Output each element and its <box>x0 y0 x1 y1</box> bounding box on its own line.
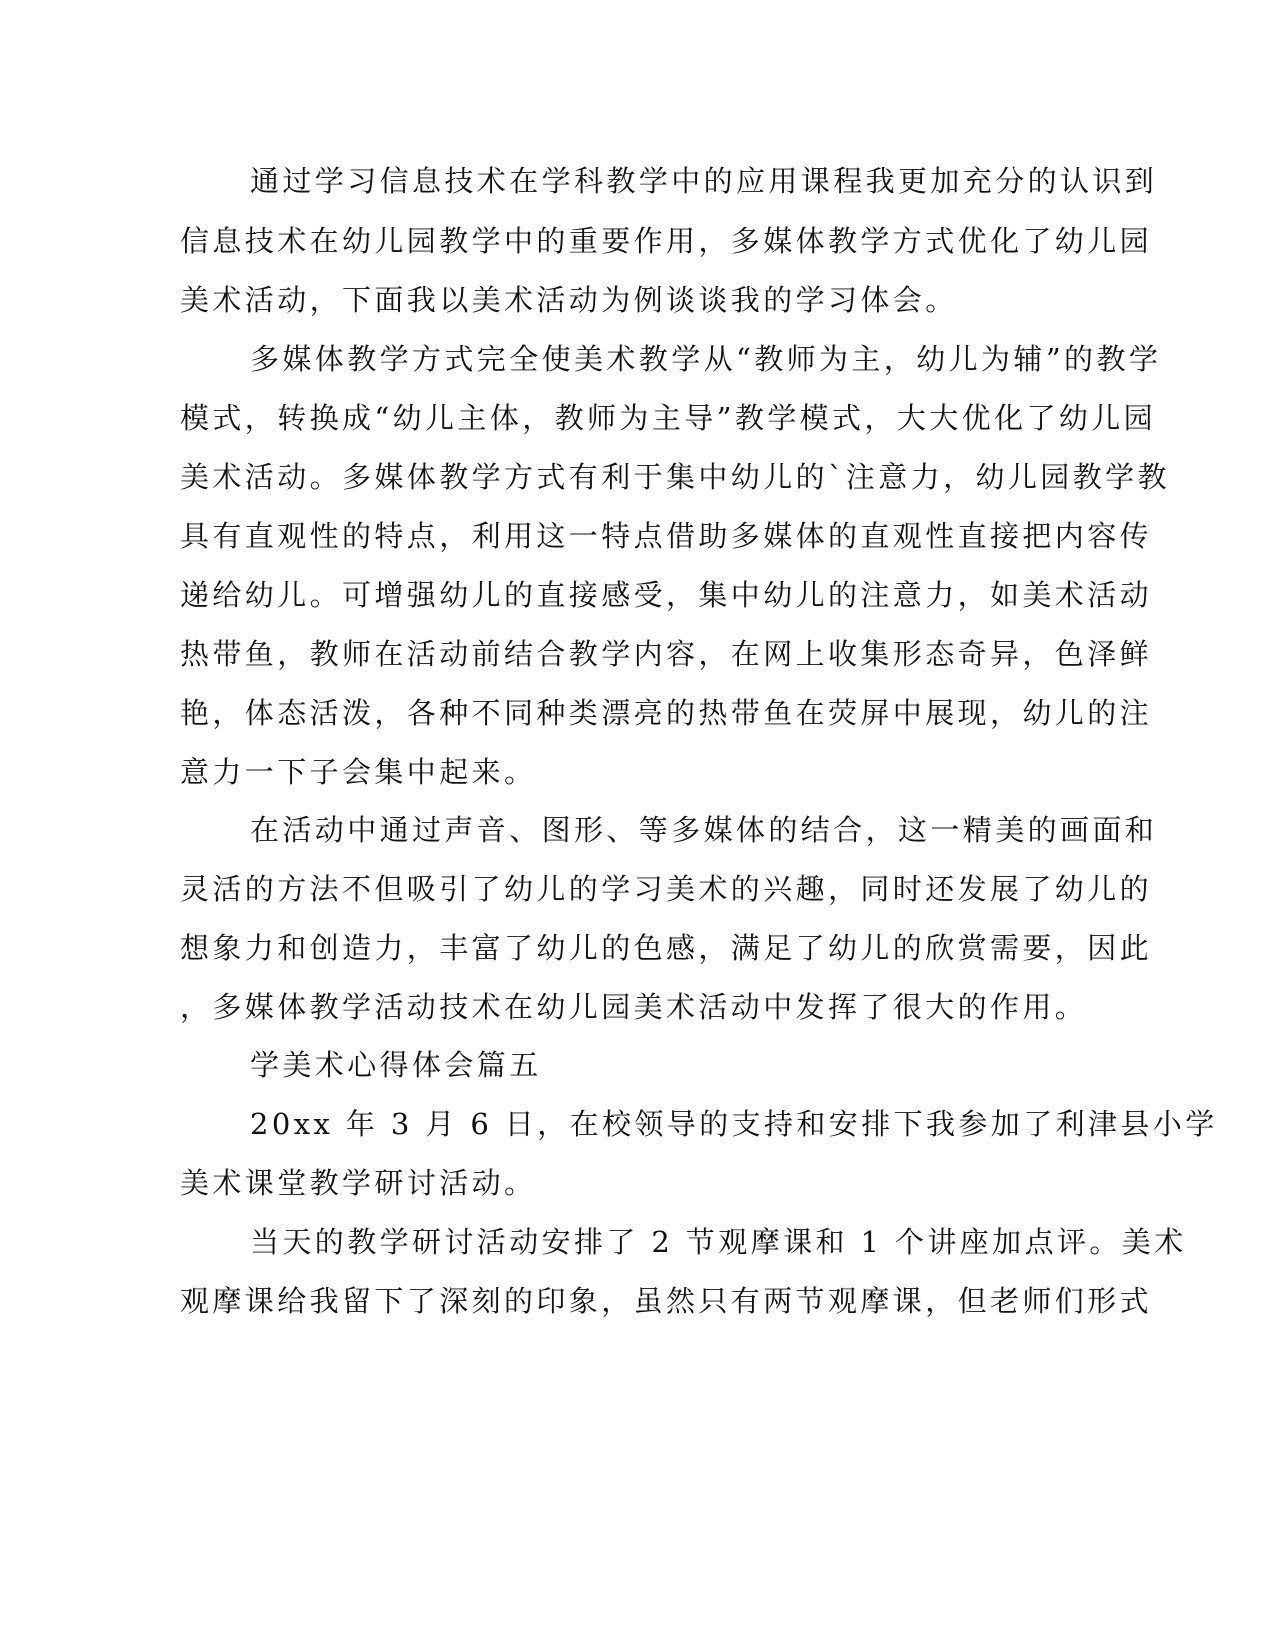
paragraph-2-line-8: 意力一下子会集中起来。 <box>180 755 537 789</box>
paragraph-3-line-3: 想象力和创造力，丰富了幼儿的色感，满足了幼儿的欣赏需要，因此 <box>180 931 1153 965</box>
paragraph-1-line-2: 信息技术在幼儿园教学中的重要作用，多媒体教学方式优化了幼儿园 <box>180 224 1153 258</box>
paragraph-2-line-4: 具有直观性的特点，利用这一特点借助多媒体的直观性直接把内容传 <box>180 519 1153 553</box>
paragraph-2-line-3: 美术活动。多媒体教学方式有利于集中幼儿的`注意力，幼儿园教学教 <box>180 460 1170 494</box>
paragraph-1-line-3: 美术活动，下面我以美术活动为例谈谈我的学习体会。 <box>180 283 958 317</box>
section-heading: 学美术心得体会篇五 <box>250 1048 542 1082</box>
paragraph-4-line-1: 20xx 年 3 月 6 日，在校领导的支持和安排下我参加了利津县小学 <box>250 1107 1218 1141</box>
paragraph-5-line-1: 当天的教学研讨活动安排了 2 节观摩课和 1 个讲座加点评。美术 <box>250 1225 1187 1259</box>
paragraph-2-line-6: 热带鱼，教师在活动前结合教学内容，在网上收集形态奇异，色泽鲜 <box>180 637 1153 671</box>
paragraph-5-line-2: 观摩课给我留下了深刻的印象，虽然只有两节观摩课，但老师们形式 <box>180 1284 1153 1318</box>
paragraph-1-line-1: 通过学习信息技术在学科教学中的应用课程我更加充分的认识到 <box>250 164 1158 198</box>
paragraph-2-line-7: 艳，体态活泼，各种不同种类漂亮的热带鱼在荧屏中展现，幼儿的注 <box>180 696 1153 730</box>
paragraph-3-line-2: 灵活的方法不但吸引了幼儿的学习美术的兴趣，同时还发展了幼儿的 <box>180 872 1153 906</box>
paragraph-3-line-1: 在活动中通过声音、图形、等多媒体的结合，这一精美的画面和 <box>250 813 1158 847</box>
paragraph-4-line-2: 美术课堂教学研讨活动。 <box>180 1166 537 1200</box>
paragraph-2-line-1: 多媒体教学方式完全使美术教学从“教师为主，幼儿为辅”的教学 <box>250 342 1162 376</box>
paragraph-2-line-5: 递给幼儿。可增强幼儿的直接感受，集中幼儿的注意力，如美术活动 <box>180 578 1153 612</box>
paragraph-2-line-2: 模式，转换成“幼儿主体，教师为主导”教学模式，大大优化了幼儿园 <box>180 401 1157 435</box>
paragraph-3-line-4: ，多媒体教学活动技术在幼儿园美术活动中发挥了很大的作用。 <box>180 990 1088 1024</box>
